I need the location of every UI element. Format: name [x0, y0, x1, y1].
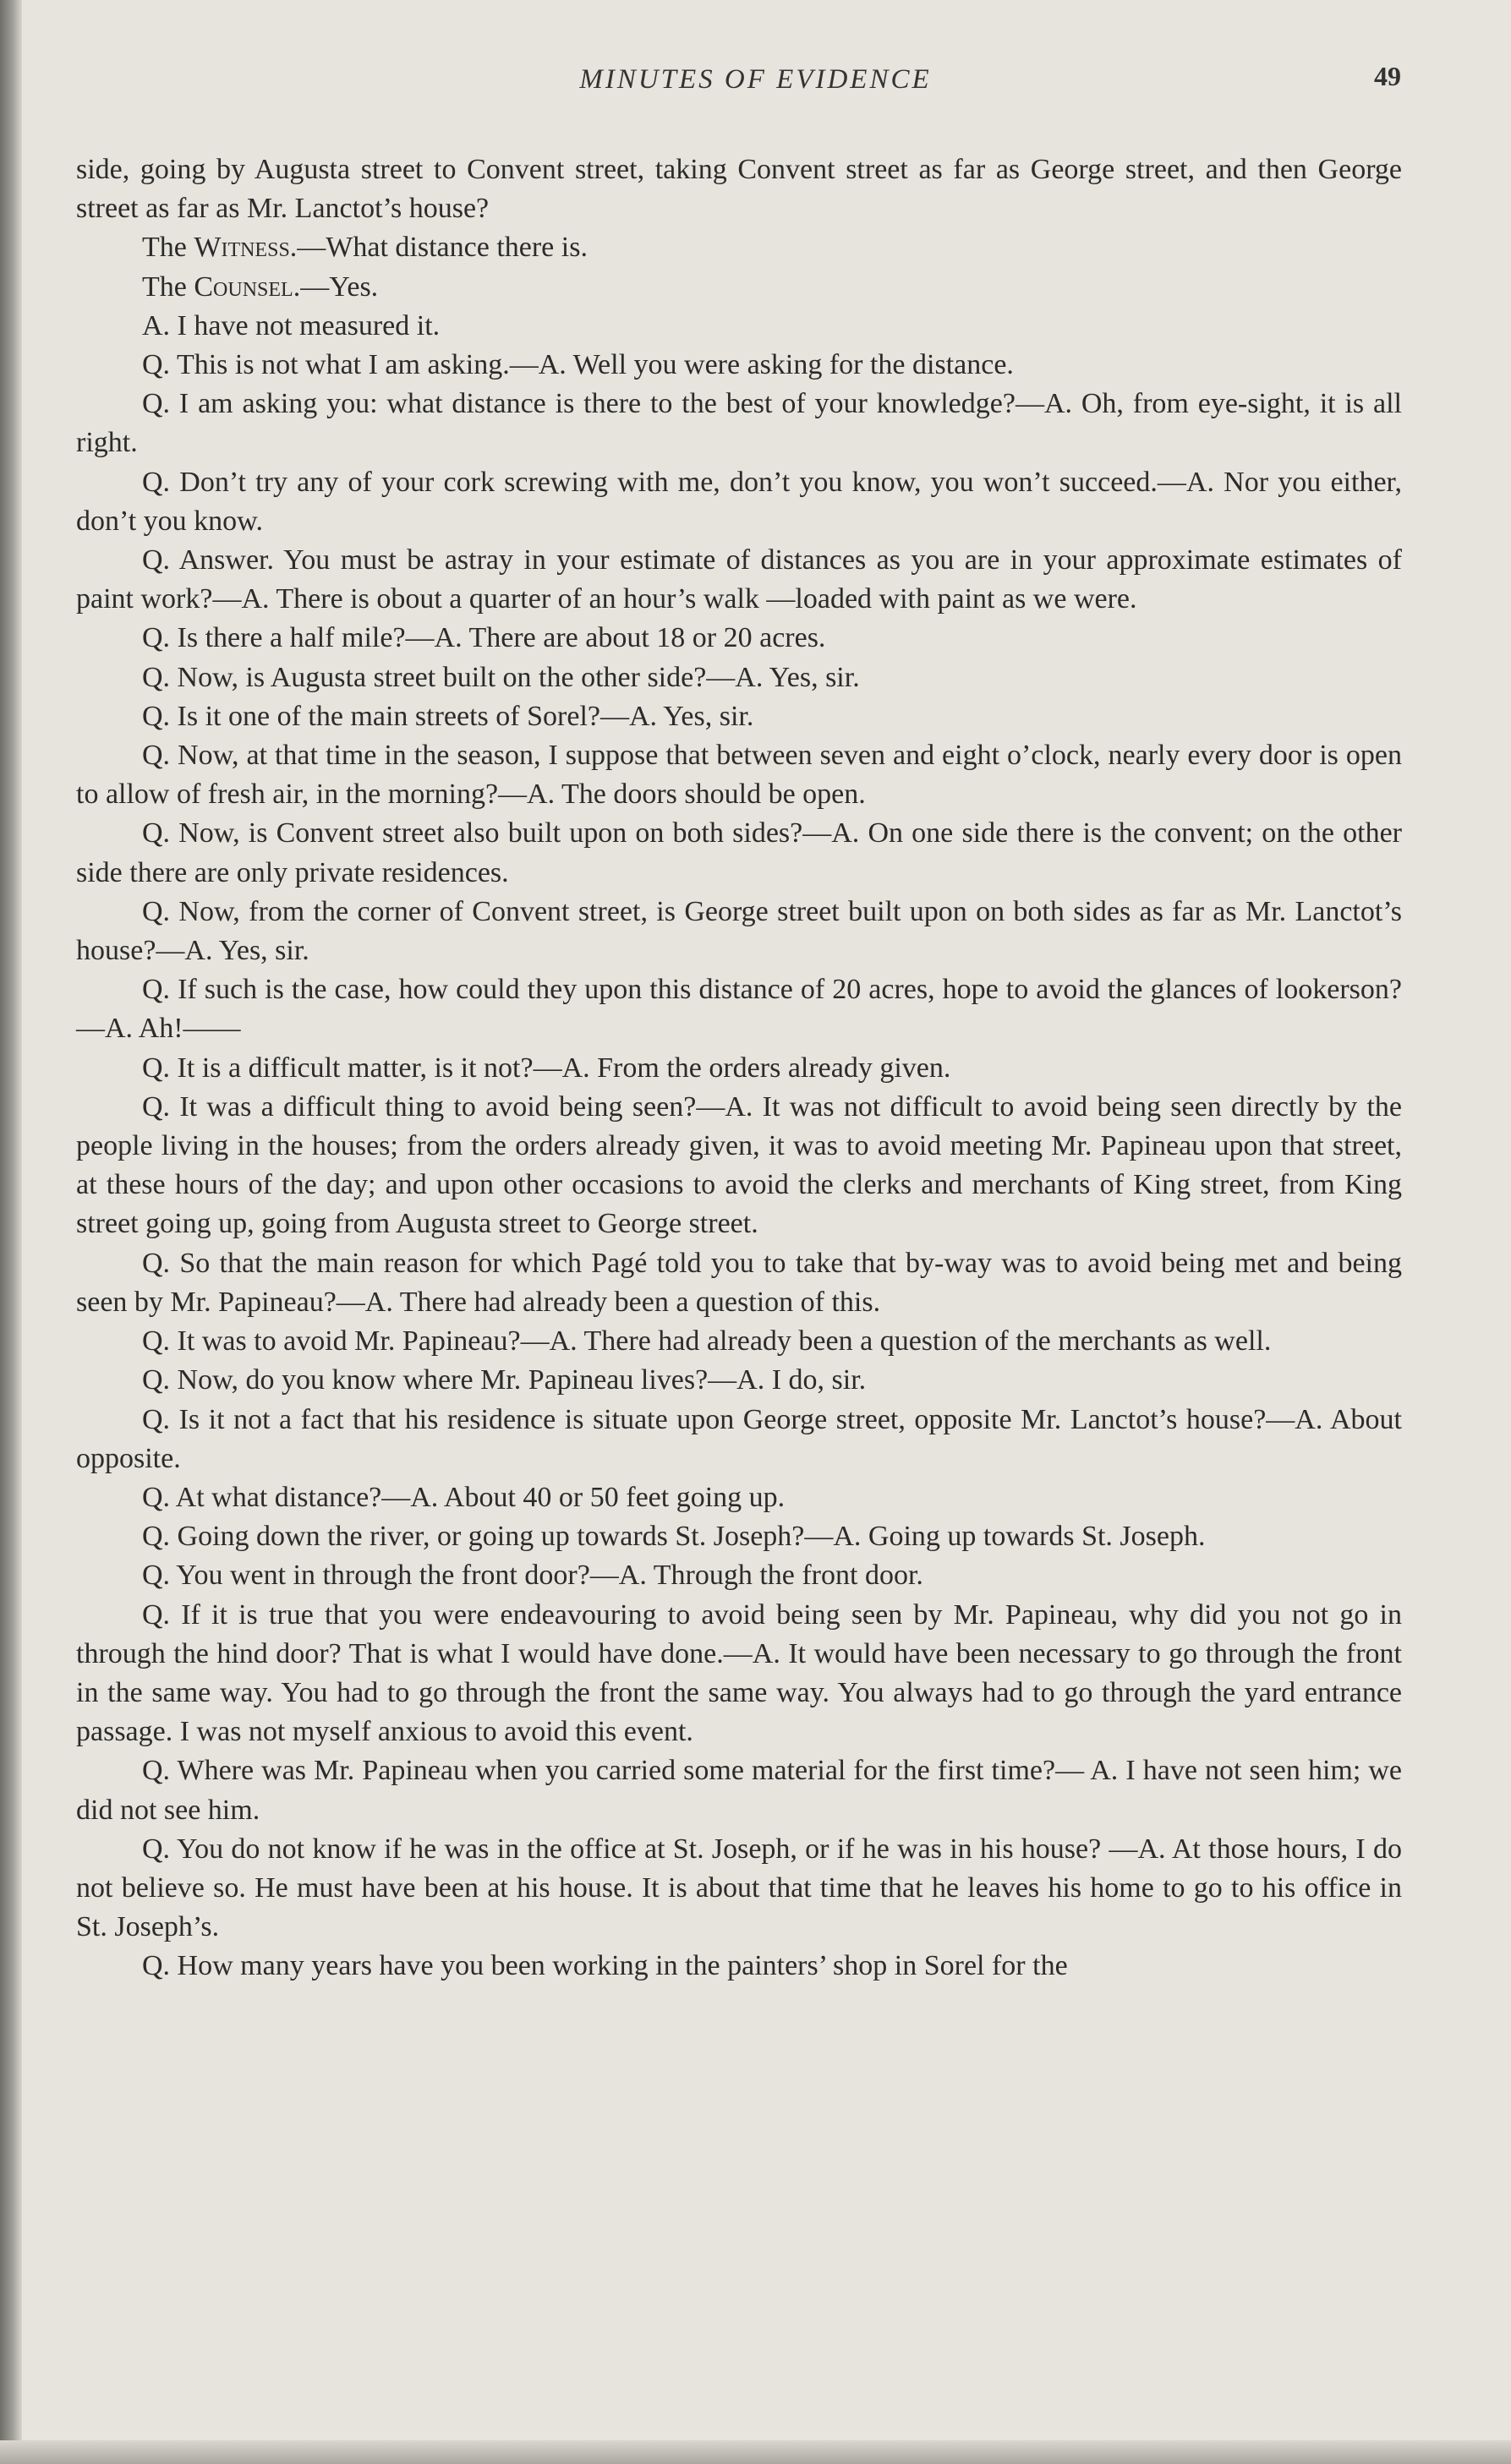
paragraph: Q. Now, is Augusta street built on the other side?—A. Yes, sir. — [142, 661, 860, 693]
speaker-label: Witness — [194, 232, 290, 264]
paragraph: Q. It was a difficult thing to avoid being seen?—A. It was not difficult to avoid being seen directly by the people living in the houses; from the orders already given, it was to avoid meeting Mr. Papineau upon that street, at these hours of the day; and upon other occasions to avoid the clerks and merchants of King street, from King street going up, going from Augusta street to George street. — [76, 1090, 1402, 1240]
paragraph: Q. Is there a half mile?—A. There are about 18 or 20 acres. — [142, 622, 826, 654]
paragraph: Q. Answer. You must be astray in your estimate of distances as you are in your approximate estimates of paint work?—A. There is obout a quarter of an hour’s walk —loaded with paint as we were. — [76, 544, 1402, 615]
paragraph: Q. If such is the case, how could they upon this distance of 20 acres, hope to avoid the glances of lookerson?—A. Ah!—— — [76, 974, 1402, 1045]
paragraph: The Counsel.—Yes. — [142, 270, 379, 303]
page-header — [0, 61, 1511, 112]
paragraph: Q. It was to avoid Mr. Papineau?—A. There had already been a question of the merchants as well. — [142, 1325, 1272, 1358]
paragraph: Q. Going down the river, or going up towards St. Joseph?—A. Going up towards St. Joseph. — [142, 1521, 1206, 1553]
paragraph: Q. You do not know if he was in the office at St. Joseph, or if he was in his house? —A. At those hours, I do not believe so. He must have been at his house. It is about that time that he leaves his home to go to his office in St. Joseph’s. — [76, 1833, 1402, 1943]
paragraph: Q. At what distance?—A. About 40 or 50 feet going up. — [142, 1481, 786, 1513]
paragraph: Q. This is not what I am asking.—A. Well you were asking for the distance. — [142, 349, 1014, 381]
paragraph: Q. Don’t try any of your cork screwing with me, don’t you know, you won’t succeed.—A. Nor you either, don’t you know. — [76, 466, 1402, 537]
paragraph: Q. If it is true that you were endeavouring to avoid being seen by Mr. Papineau, why did you not go in through the hind door? That is what I would have done.—A. It would have been necessary to go through the front in the same way. You had to go through the front the same way. You always had to go through the yard entrance passage. I was not myself anxious to avoid this event. — [76, 1598, 1402, 1748]
running-head: MINUTES OF EVIDENCE — [579, 64, 932, 95]
paragraph: Q. Now, at that time in the season, I suppose that between seven and eight o’clock, nearly every door is open to allow of fresh air, in the morning?—A. The doors should be open. — [76, 740, 1402, 811]
paragraph: Q. It is a difficult matter, is it not?—A. From the orders already given. — [142, 1052, 951, 1084]
text-body — [76, 150, 1402, 1986]
paragraph: side, going by Augusta street to Convent street, taking Convent street as far as George street, and then George street as far as Mr. Lanctot’s house? — [76, 154, 1402, 225]
speaker-label: Counsel — [194, 270, 293, 303]
page-bottom-edge — [0, 2440, 1511, 2464]
paragraph: A. I have not measured it. — [142, 309, 441, 341]
paragraph: Q. Now, from the corner of Convent street, is George street built upon on both sides as far as Mr. Lanctot’s house?—A. Yes, sir. — [76, 895, 1402, 967]
paragraph: Q. You went in through the front door?—A. Through the front door. — [142, 1560, 923, 1592]
paragraph-text: .—Yes. — [293, 270, 379, 303]
paragraph: Q. How many years have you been working in the painters’ shop in Sorel for the — [142, 1950, 1068, 1982]
paragraph: Q. I am asking you: what distance is there to the best of your knowledge?—A. Oh, from eye-sight, it is all right. — [76, 388, 1402, 459]
paragraph-text: .—What distance there is. — [289, 232, 588, 264]
paragraph: Q. Now, do you know where Mr. Papineau lives?—A. I do, sir. — [142, 1364, 867, 1396]
paragraph: The Witness.—What distance there is. — [142, 232, 588, 264]
paragraph: Q. Is it one of the main streets of Sorel?—A. Yes, sir. — [142, 700, 754, 732]
paragraph: Q. Is it not a fact that his residence is situate upon George street, opposite Mr. Lanctot’s house?—A. About opposite. — [76, 1403, 1402, 1474]
page-number: 49 — [1374, 61, 1401, 91]
paragraph: Q. Where was Mr. Papineau when you carried some material for the first time?— A. I have not seen him; we did not see him. — [76, 1755, 1402, 1826]
paragraph: Q. So that the main reason for which Pagé told you to take that by-way was to avoid being met and being seen by Mr. Papineau?—A. There had already been a question of this. — [76, 1247, 1402, 1318]
book-binding-edge — [0, 0, 22, 2464]
paragraph: Q. Now, is Convent street also built upon on both sides?—A. On one side there is the convent; on the other side there are only private residences. — [76, 817, 1402, 888]
